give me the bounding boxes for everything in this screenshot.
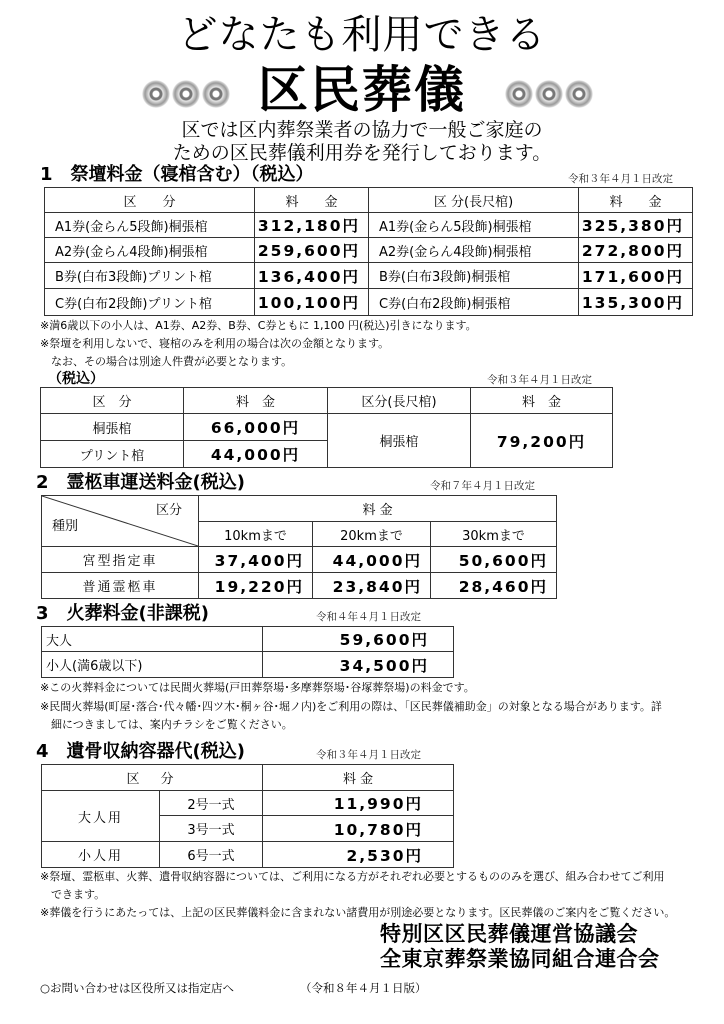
organization-2: 全東京葬祭業協同組合連合会 xyxy=(380,947,660,971)
category-long-cell: A2券(金らん4段飾)桐張棺 xyxy=(369,238,579,263)
price-cell: 23,840円 xyxy=(313,573,431,599)
price-cell: 44,000円 xyxy=(184,441,328,468)
section-1-note-2: ※祭壇を利用しないで、寝棺のみを利用の場合は次の金額となります。 xyxy=(40,337,390,350)
category-long-cell: A1券(金らん5段飾)桐張棺 xyxy=(369,213,579,238)
category-cell: プリント棺 xyxy=(41,441,184,468)
section-4-note-3: ※葬儀を行うにあたっては、上記の区民葬儀料金に含まれない諸費用が別途必要となります。区民葬儀のご案内をご覧ください。 xyxy=(40,906,676,919)
coffin-only-revised-date: 令和３年４月１日改定 xyxy=(487,374,592,386)
urn-fee-table xyxy=(41,764,454,868)
table-header-row xyxy=(41,388,613,414)
title-line-1: どなたも利用できる xyxy=(177,12,547,58)
header-category: 区 分 xyxy=(45,188,255,213)
section-4-note-2: できます。 xyxy=(40,888,106,901)
price-long-cell: 79,200円 xyxy=(471,414,613,468)
price-cell: 59,600円 xyxy=(263,627,454,652)
table-header-row xyxy=(42,496,557,522)
vehicle-type-cell: 普通霊柩車 xyxy=(42,573,199,599)
price-long-cell: 171,600円 xyxy=(579,263,693,289)
header-category: 区 分 xyxy=(42,765,263,791)
coffin-only-heading: （税込） xyxy=(48,371,104,387)
header-distance-10km: 10kmまで xyxy=(199,522,313,547)
table-row xyxy=(42,791,454,816)
price-cell: 312,180円 xyxy=(255,213,369,238)
section-2-revised-date: 令和７年４月１日改定 xyxy=(430,480,535,492)
title-line-2: 区民葬儀 xyxy=(258,61,466,119)
category-cell: 小人(満6歳以下) xyxy=(42,652,263,678)
category-cell: A2券(金らん4段飾)桐張棺 xyxy=(45,238,255,263)
price-cell: 28,460円 xyxy=(431,573,557,599)
table-row xyxy=(42,842,454,868)
size-cell: 2号一式 xyxy=(160,791,263,816)
price-cell: 10,780円 xyxy=(263,816,454,842)
header-fee: 料 金 xyxy=(184,388,328,414)
contact-note: ○お問い合わせは区役所又は指定店へ xyxy=(40,981,235,995)
size-cell: 6号一式 xyxy=(160,842,263,868)
section-3-note-2: ※民間火葬場(町屋･落合･代々幡･四ツ木･桐ヶ谷･堀ノ内)をご利用の際は、「区民葬儀補助金」の対象となる場合があります。詳 xyxy=(40,700,662,713)
price-cell: 2,530円 xyxy=(263,842,454,868)
table-row xyxy=(45,263,693,289)
table-header-row xyxy=(42,765,454,791)
table-row xyxy=(41,414,613,441)
category-cell: 桐張棺 xyxy=(41,414,184,441)
category-long-cell: C券(白布2段飾)桐張棺 xyxy=(369,289,579,316)
price-cell: 259,600円 xyxy=(255,238,369,263)
header-fee-long: 料 金 xyxy=(471,388,613,414)
table-row xyxy=(42,652,454,678)
altar-fee-table xyxy=(44,187,693,316)
price-long-cell: 135,300円 xyxy=(579,289,693,316)
table-row xyxy=(42,573,557,599)
table-row xyxy=(45,238,693,263)
table-row xyxy=(45,213,693,238)
section-3-note-1: ※この火葬料金については民間火葬場(戸田葬祭場･多摩葬祭場･谷塚葬祭場)の料金です。 xyxy=(40,681,475,694)
section-4-revised-date: 令和３年４月１日改定 xyxy=(316,749,421,761)
table-row xyxy=(42,547,557,573)
header-category-long: 区 分(長尺棺) xyxy=(369,188,579,213)
category-cell: B券(白布3段飾)プリント棺 xyxy=(45,263,255,289)
price-cell: 100,100円 xyxy=(255,289,369,316)
section-1-revised-date: 令和３年４月１日改定 xyxy=(568,173,673,185)
price-cell: 37,400円 xyxy=(199,547,313,573)
category-cell: A1券(金らん5段飾)桐張棺 xyxy=(45,213,255,238)
section-2-heading: 2 霊柩車運送料金(税込) xyxy=(36,472,245,493)
category-long-cell: 桐張棺 xyxy=(328,414,471,468)
flower-decoration-right xyxy=(505,80,593,108)
price-cell: 136,400円 xyxy=(255,263,369,289)
section-1-note-1: ※満6歳以下の小人は、A1券、A2券、B券、C券ともに 1,100 円(税込)引きになります。 xyxy=(40,319,477,332)
section-1-note-3: なお、その場合は別途人件費が必要となります。 xyxy=(40,355,293,368)
vehicle-type-cell: 宮型指定車 xyxy=(42,547,199,573)
coffin-only-table xyxy=(40,387,613,468)
corner-label-category: 区分 xyxy=(155,503,182,518)
flower-icon xyxy=(565,80,593,108)
hearse-fee-table xyxy=(41,495,557,599)
flower-icon xyxy=(505,80,533,108)
table-row xyxy=(45,289,693,316)
section-3-revised-date: 令和４年４月１日改定 xyxy=(316,611,421,623)
category-cell: C券(白布2段飾)プリント棺 xyxy=(45,289,255,316)
intro-line-2: ための区民葬儀利用券を発行しております。 xyxy=(172,142,552,164)
price-cell: 34,500円 xyxy=(263,652,454,678)
corner-header-cell xyxy=(42,496,199,547)
section-4-heading: 4 遺骨収納容器代(税込) xyxy=(36,741,245,762)
section-4-note-1: ※祭壇、霊柩車、火葬、遺骨収納容器については、ご利用になる方がそれぞれ必要とするもののみを選び、組み合わせてご利用 xyxy=(40,870,665,883)
table-header-row xyxy=(45,188,693,213)
price-cell: 19,220円 xyxy=(199,573,313,599)
adult-category-cell: 大人用 xyxy=(42,791,160,842)
flower-icon xyxy=(535,80,563,108)
category-long-cell: B券(白布3段飾)桐張棺 xyxy=(369,263,579,289)
price-long-cell: 272,800円 xyxy=(579,238,693,263)
price-cell: 11,990円 xyxy=(263,791,454,816)
header-fee-long: 料 金 xyxy=(579,188,693,213)
category-cell: 大人 xyxy=(42,627,263,652)
section-3-heading: 3 火葬料金(非課税) xyxy=(36,603,209,624)
size-cell: 3号一式 xyxy=(160,816,263,842)
header-category: 区 分 xyxy=(41,388,184,414)
header-fee: 料 金 xyxy=(255,188,369,213)
table-row xyxy=(42,627,454,652)
corner-label-type: 種別 xyxy=(52,519,79,534)
header-distance-30km: 30kmまで xyxy=(431,522,557,547)
cremation-fee-table xyxy=(41,626,454,678)
header-fee: 料 金 xyxy=(199,496,557,522)
header-fee: 料 金 xyxy=(263,765,454,791)
edition-note: （令和８年４月１日版） xyxy=(300,981,427,995)
intro-line-1: 区では区内葬祭業者の協力で一般ご家庭の xyxy=(181,119,543,141)
organization-1: 特別区区民葬儀運営協議会 xyxy=(380,922,638,946)
child-category-cell: 小人用 xyxy=(42,842,160,868)
price-cell: 50,600円 xyxy=(431,547,557,573)
price-cell: 44,000円 xyxy=(313,547,431,573)
header-category-long: 区分(長尺棺) xyxy=(328,388,471,414)
section-3-note-3: 細につきましては、案内チラシをご覧ください。 xyxy=(40,718,293,731)
header-distance-20km: 20kmまで xyxy=(313,522,431,547)
price-long-cell: 325,380円 xyxy=(579,213,693,238)
price-cell: 66,000円 xyxy=(184,414,328,441)
section-1-heading: 1 祭壇料金（寝棺含む）（税込） xyxy=(40,164,314,185)
